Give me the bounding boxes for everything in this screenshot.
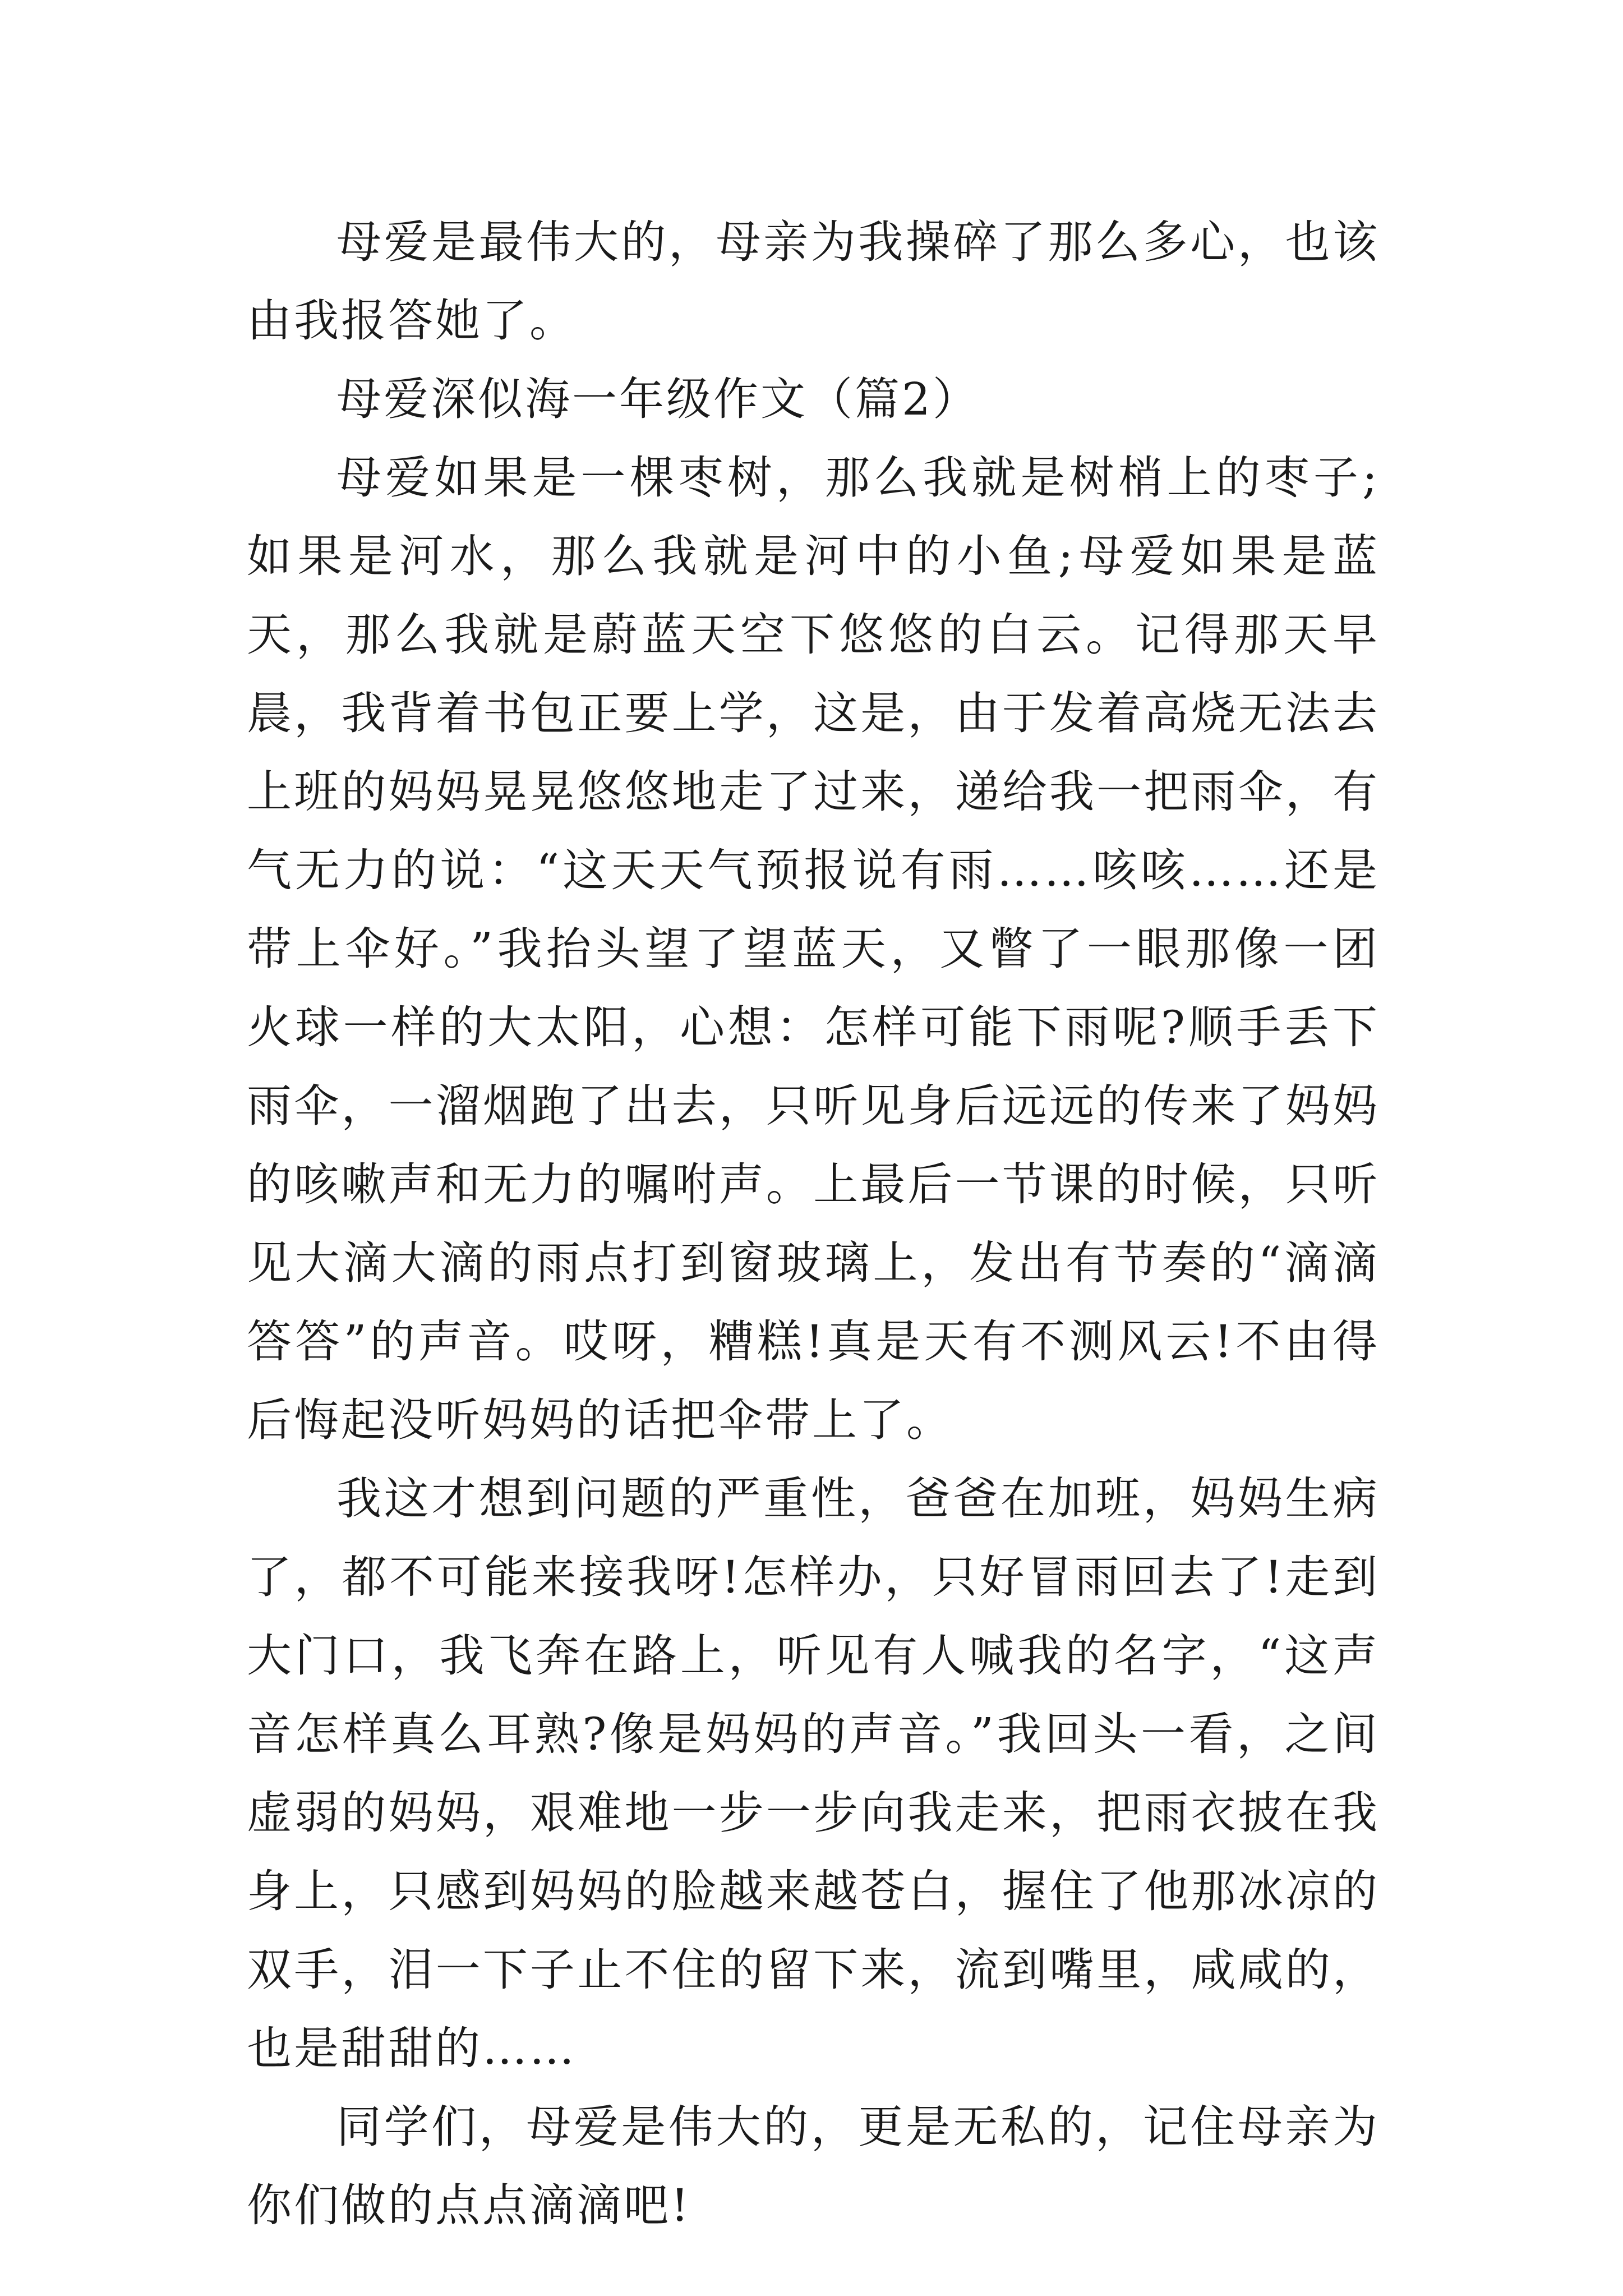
paragraph-3: 我这才想到问题的严重性，爸爸在加班，妈妈生病了，都不可能来接我呀!怎样办，只好冒雨回去了!走到大门口，我飞奔在路上，听见有人喊我的名字，“这声音怎样真么耳熟?像是妈妈的声音。”我回头一看，之间虚弱的妈妈，艰难地一步一步向我走来，把雨衣披在我身上，只感到妈妈的脸越来越苍白，握住了他那冰凉的双手，泪一下子止不住的留下来，流到嘴里，咸咸的，也是甜甜的……	[247, 1473, 1380, 2074]
paragraph-4: 同学们，母爱是伟大的，更是无私的，记住母亲为你们做的点点滴滴吧!	[247, 2101, 1380, 2231]
paragraph-1: 母爱是最伟大的，母亲为我操碎了那么多心，也该由我报答她了。	[247, 216, 1380, 347]
document-body	[247, 203, 1380, 2245]
section-heading: 母爱深似海一年级作文（篇2）	[336, 373, 980, 425]
paragraph-2: 母爱如果是一棵枣树，那么我就是树梢上的枣子;如果是河水，那么我就是河中的小鱼;母爱如果是蓝天，那么我就是蔚蓝天空下悠悠的白云。记得那天早晨，我背着书包正要上学，这是，由于发着高烧无法去上班的妈妈晃晃悠悠地走了过来，递给我一把雨伞，有气无力的说：“这天天气预报说有雨……咳咳……还是带上伞好。”我抬头望了望蓝天，又瞥了一眼那像一团火球一样的大太阳，心想：怎样可能下雨呢?顺手丢下雨伞，一溜烟跑了出去，只听见身后远远的传来了妈妈的咳嗽声和无力的嘱咐声。上最后一节课的时候，只听见大滴大滴的雨点打到窗玻璃上，发出有节奏的“滴滴答答”的声音。哎呀，糟糕!真是天有不测风云!不由得后悔起没听妈妈的话把伞带上了。	[247, 452, 1380, 1446]
